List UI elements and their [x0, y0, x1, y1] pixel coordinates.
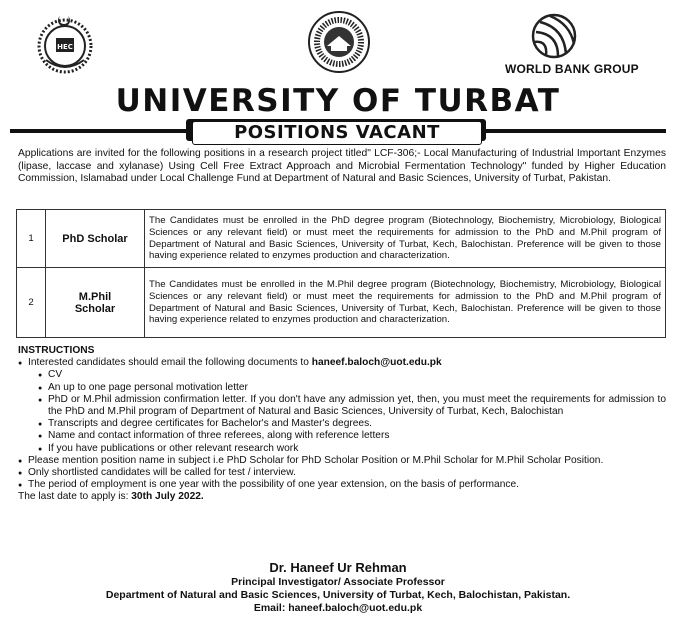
last-date-label: The last date to apply is: [18, 491, 132, 503]
signature-block [0, 560, 676, 615]
last-date-value: 30th July 2022. [131, 491, 204, 503]
table-row [17, 210, 666, 268]
world-bank-text: WORLD BANK GROUP [505, 62, 639, 76]
position-description: The Candidates must be enrolled in the PhD degree program (Biotechnology, Biochemistry, Microbiology, Biological Sciences or any relevant field) or must meet the requirements for admission to the PhD and M.Phil program of Department of Natural and Basic Sciences, University of Turbat, Kech, Balochistan. Preference will be given to those having experience related to enzymes production and characterization. [145, 210, 666, 268]
position-title [46, 268, 145, 338]
email-link[interactable]: haneef.baloch@uot.edu.pk [311, 357, 442, 369]
instructions-heading: INSTRUCTIONS [18, 345, 95, 356]
signatory-department: Department of Natural and Basic Sciences, University of Turbat, Kech, Balochistan, Pakistan. [105, 589, 571, 601]
list-item: ● Only shortlisted candidates will be called for test / interview. [18, 467, 666, 479]
list-item: ● Name and contact information of three referees, along with reference letters [18, 430, 666, 442]
list-item: ● The period of employment is one year with the possibility of one year extension, on the basis of performance. [18, 479, 666, 491]
position-title-line: Scholar [74, 302, 116, 315]
instructions-section [18, 345, 666, 504]
position-description: The Candidates must be enrolled in the M.Phil degree program (Biotechnology, Biochemistry, Microbiology, Biological Sciences or any relevant field) or must meet the requirements for admission to the PhD and M.Phil program of Department of Natural and Basic Sciences, University of Turbat, Kech, Balochistan. Preference will be given to those having experience related to enzymes production and characterization. [145, 268, 666, 338]
position-number: 2 [17, 268, 46, 338]
positions-table [16, 209, 666, 338]
position-title: PhD Scholar [46, 210, 145, 268]
world-bank-globe-icon [530, 12, 578, 60]
list-item: ● An up to one page personal motivation letter [18, 382, 666, 394]
list-item: ● Transcripts and degree certificates for Bachelor's and Master's degrees. [18, 418, 666, 430]
positions-vacant-banner [0, 121, 676, 141]
list-item: ● PhD or M.Phil admission confirmation letter. If you don't have any admission yet, then, you must meet the requirements for admission to the PhD and M.Phil program of Department of Natural and Basic Sciences, University of Turbat, Kech, Balochistan [18, 394, 666, 418]
position-number: 1 [17, 210, 46, 268]
list-item: ● Please mention position name in subject i.e PhD Scholar for PhD Scholar Position or M.Phil Scholar for M.Phil Scholar Position. [18, 455, 666, 467]
page-title: UNIVERSITY OF TURBAT [115, 83, 561, 119]
signatory-designation: Principal Investigator/ Associate Professor [231, 576, 445, 588]
hec-logo-icon [32, 10, 98, 76]
table-row [17, 268, 666, 338]
signatory-name: Dr. Haneef Ur Rehman [269, 560, 407, 575]
signatory-email: Email: haneef.baloch@uot.edu.pk [253, 602, 423, 614]
svg-text:HEC: HEC [57, 43, 73, 51]
list-item [18, 357, 666, 369]
banner-label: POSITIONS VACANT [192, 121, 482, 145]
intro-paragraph: Applications are invited for the following positions in a research project titled" LCF-306;- Local Manufacturing of Industrial Important Enzymes (lipase, laccase and xylanase) Using Cell Free Extract Approach and Microbial Fermentation Technology" funded by Higher Education Commission, Islamabad under Local Challenge Fund at Department of Natural and Basic Sciences, University of Turbat, Pakistan. [18, 148, 666, 185]
position-title-line: M.Phil [78, 290, 112, 303]
last-date-line [18, 491, 666, 503]
email-instruction: Interested candidates should email the following documents to [28, 357, 312, 369]
list-item: ● If you have publications or other relevant research work [18, 443, 666, 455]
logo-row [0, 6, 676, 86]
list-item: ● CV [18, 369, 666, 381]
university-seal-icon [307, 10, 371, 74]
